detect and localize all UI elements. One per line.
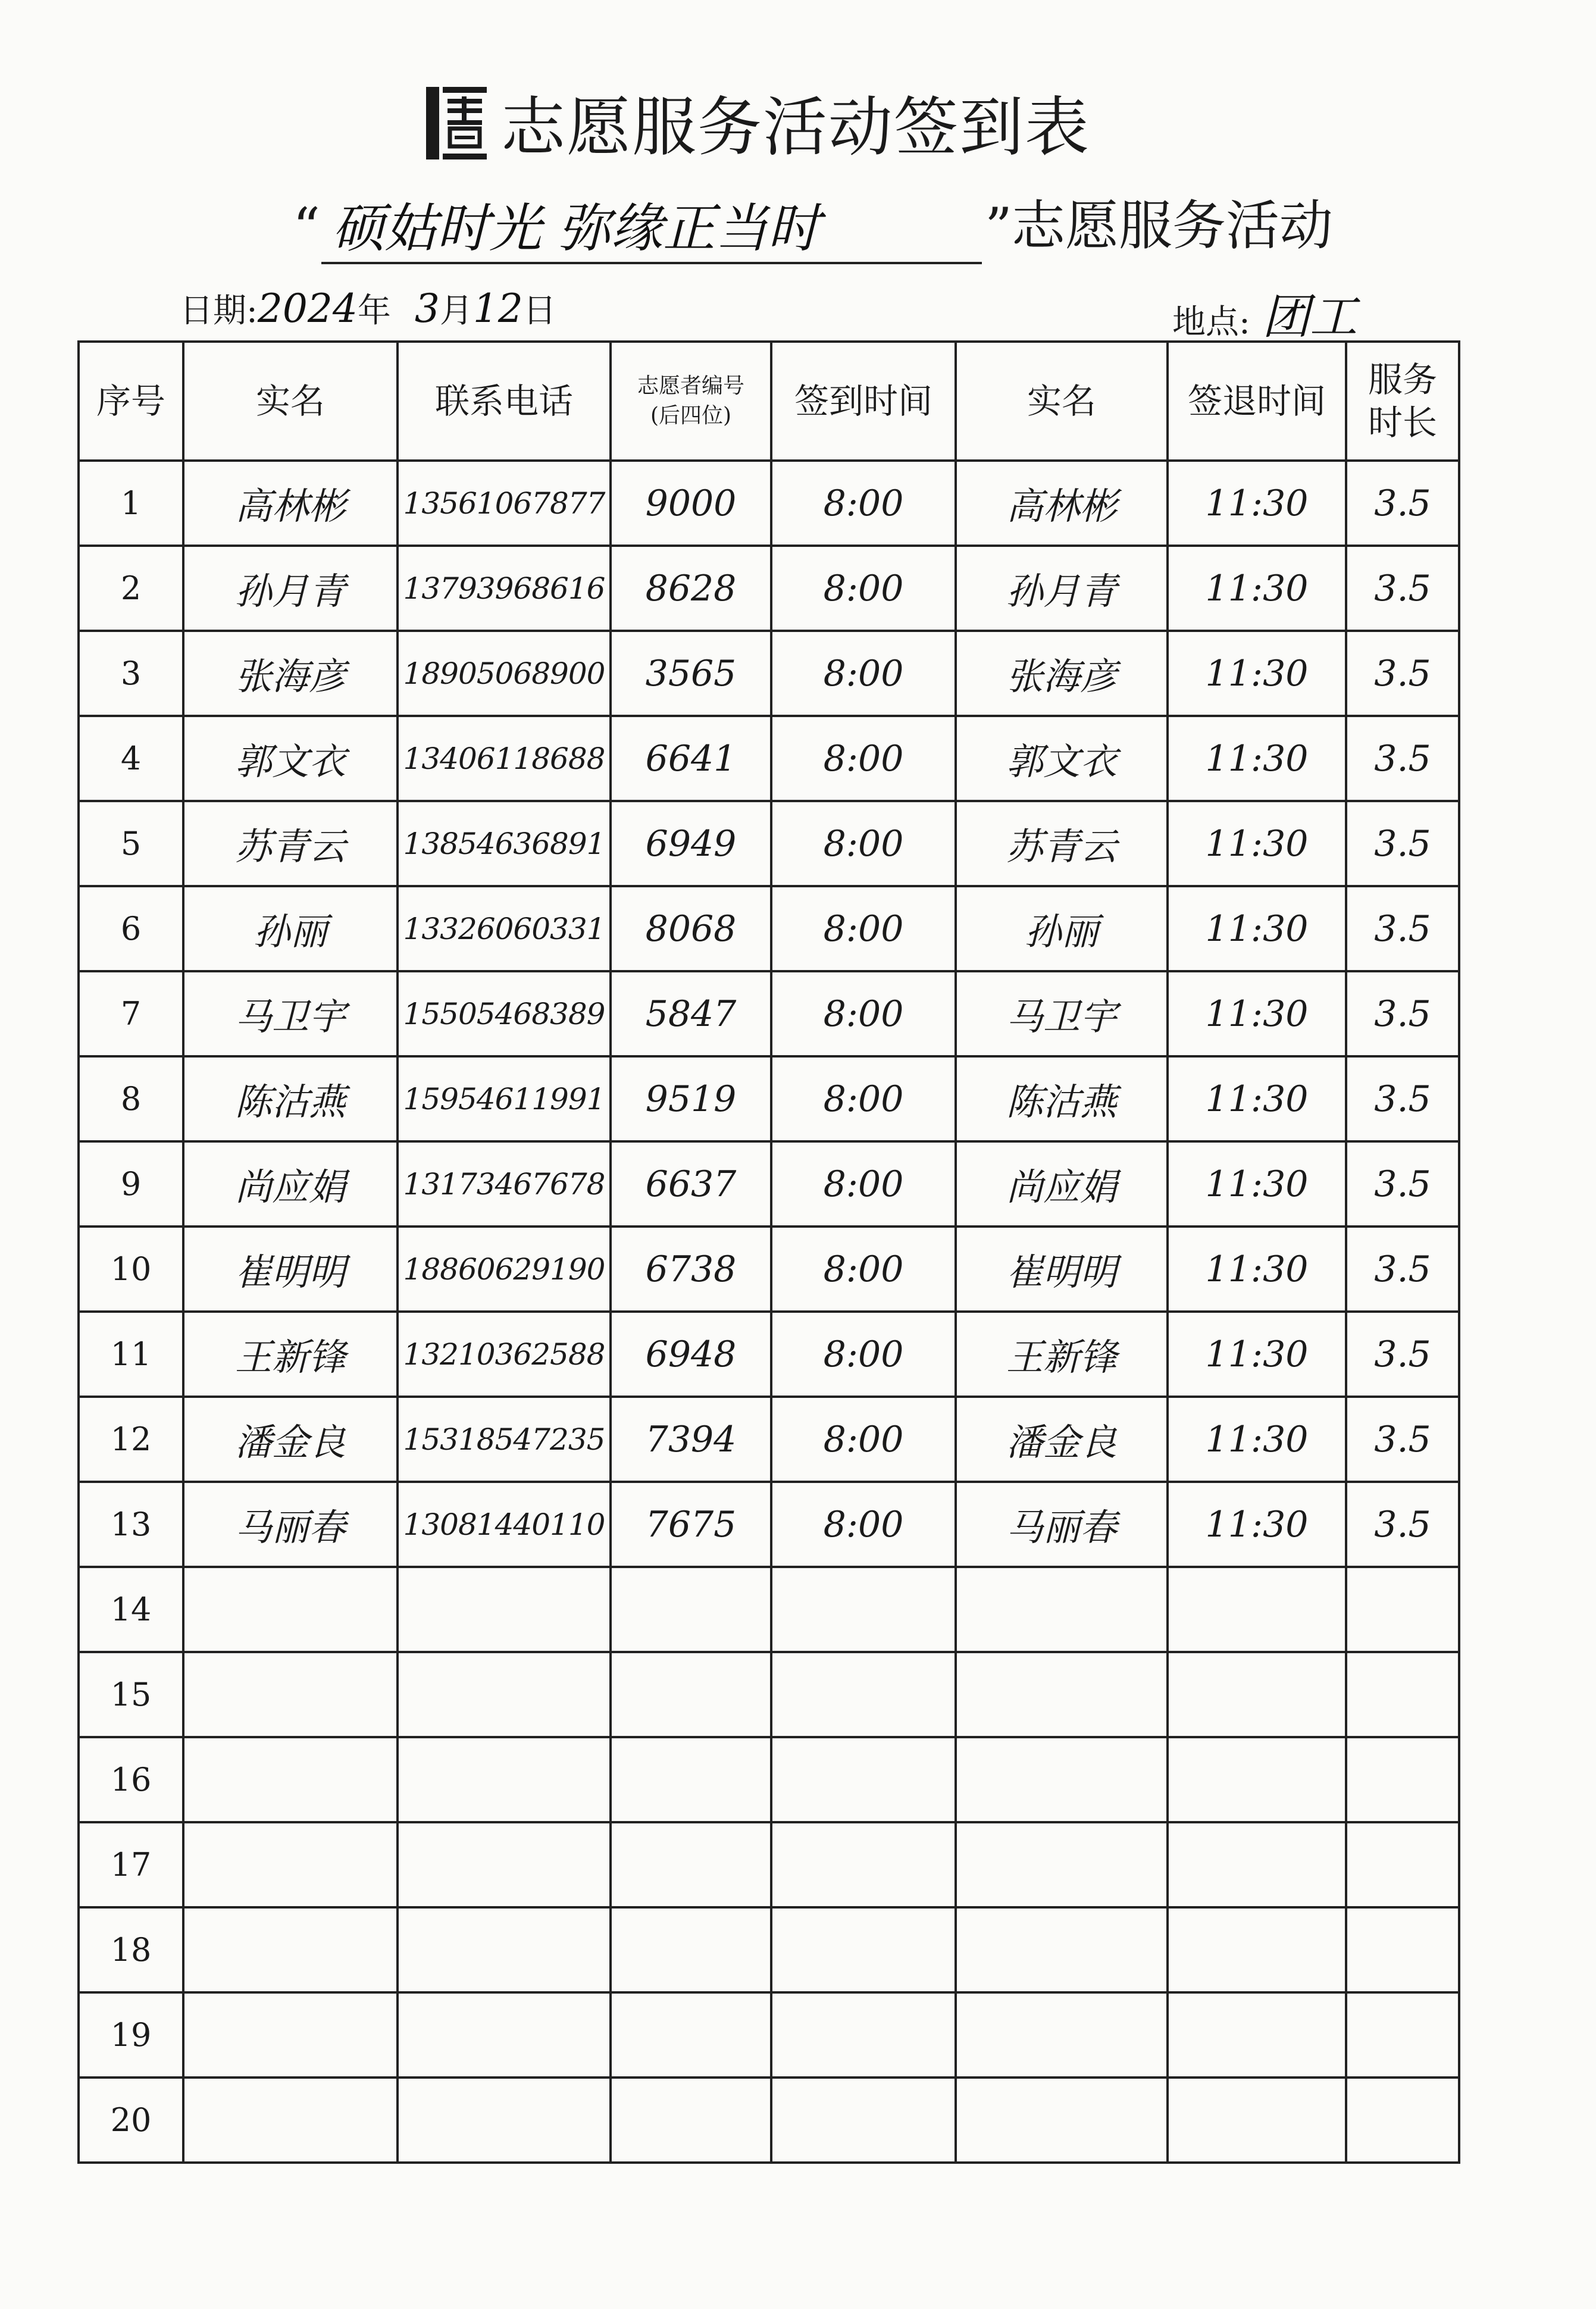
seq-cell: 5 [79,801,183,886]
name-cell [183,1822,398,1907]
sign-out-time-cell: 11:30 [1168,1397,1346,1482]
header-seq: 序号 [79,342,183,461]
sign-out-time-cell [1168,1737,1346,1822]
volunteer-id-cell: 9519 [611,1056,771,1141]
header-sign-out: 签退时间 [1168,342,1346,461]
seq-cell: 2 [79,546,183,631]
volunteer-id-cell: 6738 [611,1227,771,1312]
header-phone: 联系电话 [398,342,611,461]
volunteer-id-cell: 9000 [611,461,771,546]
phone-cell [398,1907,611,1992]
table-row [79,2078,1459,2163]
table-row [79,546,1459,631]
name-cell [183,1652,398,1737]
phone-cell [398,1737,611,1822]
duration-cell [1346,1822,1459,1907]
phone-cell: 15505468389 [398,971,611,1056]
sign-out-time-cell [1168,1992,1346,2078]
seq-cell: 14 [79,1567,183,1652]
phone-cell [398,1822,611,1907]
sign-out-name-cell: 陈沽燕 [956,1056,1168,1141]
volunteer-id-cell: 6637 [611,1141,771,1227]
volunteer-id-cell [611,1567,771,1652]
table-row [79,1397,1459,1482]
seq-cell: 15 [79,1652,183,1737]
name-cell: 潘金良 [183,1397,398,1482]
sign-out-name-cell: 苏青云 [956,801,1168,886]
table-row [79,1907,1459,1992]
duration-cell: 3.5 [1346,1397,1459,1482]
table-row [79,1227,1459,1312]
sign-in-time-cell: 8:00 [771,1227,956,1312]
volunteer-id-cell: 8068 [611,886,771,971]
date-year: 2024 [257,286,358,331]
date-month: 3 [414,286,440,331]
sign-out-name-cell: 孙月青 [956,546,1168,631]
sign-out-time-cell: 11:30 [1168,886,1346,971]
table-row [79,1822,1459,1907]
seq-cell: 6 [79,886,183,971]
header-name: 实名 [183,342,398,461]
sign-in-time-cell [771,1907,956,1992]
sign-out-name-cell: 张海彦 [956,631,1168,716]
seq-cell: 20 [79,2078,183,2163]
year-char: 年 [357,292,391,330]
sign-out-name-cell: 王新锋 [956,1312,1168,1397]
name-cell [183,1737,398,1822]
name-cell [183,1992,398,2078]
phone-cell: 15954611991 [398,1056,611,1141]
seq-cell: 10 [79,1227,183,1312]
phone-cell: 13210362588 [398,1312,611,1397]
sign-out-name-cell [956,1822,1168,1907]
duration-cell: 3.5 [1346,1482,1459,1567]
duration-cell: 3.5 [1346,1141,1459,1227]
sign-out-time-cell: 11:30 [1168,801,1346,886]
date-field [180,284,556,332]
duration-cell [1346,1567,1459,1652]
name-cell: 孙丽 [183,886,398,971]
name-cell: 王新锋 [183,1312,398,1397]
phone-cell: 13173467678 [398,1141,611,1227]
sign-in-time-cell: 8:00 [771,886,956,971]
table-row [79,1482,1459,1567]
sign-in-time-cell [771,1737,956,1822]
place-field [1172,279,1357,347]
sign-out-time-cell: 11:30 [1168,461,1346,546]
phone-cell [398,2078,611,2163]
duration-cell [1346,2078,1459,2163]
month-char: 月 [439,292,473,330]
sign-out-name-cell [956,1992,1168,2078]
seq-cell: 11 [79,1312,183,1397]
duration-cell: 3.5 [1346,716,1459,801]
sign-in-time-cell [771,2078,956,2163]
seq-cell: 7 [79,971,183,1056]
phone-cell: 13326060331 [398,886,611,971]
duration-cell: 3.5 [1346,1056,1459,1141]
sign-out-name-cell [956,1652,1168,1737]
header-volunteer-id-line1: 志愿者编号 [637,374,744,398]
header-name2: 实名 [956,342,1168,461]
table-row [79,631,1459,716]
volunteer-id-cell: 7675 [611,1482,771,1567]
volunteer-id-cell [611,2078,771,2163]
header-volunteer-id [611,342,771,461]
name-cell: 马卫宇 [183,971,398,1056]
duration-cell: 3.5 [1346,1312,1459,1397]
sign-out-time-cell: 11:30 [1168,546,1346,631]
sign-in-time-cell [771,1567,956,1652]
sign-out-time-cell: 11:30 [1168,1312,1346,1397]
seq-cell: 4 [79,716,183,801]
sign-out-name-cell: 高林彬 [956,461,1168,546]
sign-out-time-cell [1168,1652,1346,1737]
quote-close: ” [985,196,1013,259]
name-cell: 郭文衣 [183,716,398,801]
name-cell: 陈沽燕 [183,1056,398,1141]
sign-in-table [77,340,1460,2164]
sign-in-time-cell: 8:00 [771,461,956,546]
table-row [79,1312,1459,1397]
sign-out-time-cell: 11:30 [1168,1141,1346,1227]
name-cell: 高林彬 [183,461,398,546]
sign-out-name-cell [956,1737,1168,1822]
table-row [79,1056,1459,1141]
duration-cell: 3.5 [1346,801,1459,886]
sign-out-name-cell [956,1567,1168,1652]
sign-out-name-cell: 孙丽 [956,886,1168,971]
table-row [79,886,1459,971]
table-row [79,1567,1459,1652]
seq-cell: 9 [79,1141,183,1227]
sign-out-name-cell [956,2078,1168,2163]
sign-out-time-cell [1168,1567,1346,1652]
sign-in-time-cell: 8:00 [771,1482,956,1567]
volunteer-id-cell: 8628 [611,546,771,631]
phone-cell [398,1567,611,1652]
header-duration-line1: 服务 [1367,359,1437,400]
volunteer-id-cell: 6949 [611,801,771,886]
sign-in-time-cell: 8:00 [771,546,956,631]
sign-in-time-cell [771,1822,956,1907]
sign-in-time-cell [771,1652,956,1737]
quote-open: “ [293,196,321,259]
seq-cell: 18 [79,1907,183,1992]
volunteer-id-cell [611,1907,771,1992]
sign-out-time-cell: 11:30 [1168,1482,1346,1567]
seq-cell: 19 [79,1992,183,2078]
sign-out-name-cell: 潘金良 [956,1397,1168,1482]
sign-out-time-cell: 11:30 [1168,1227,1346,1312]
duration-cell [1346,1652,1459,1737]
table-row [79,1141,1459,1227]
name-cell: 尚应娟 [183,1141,398,1227]
table-row [79,461,1459,546]
sign-in-time-cell [771,1992,956,2078]
sign-out-time-cell: 11:30 [1168,1056,1346,1141]
volunteer-id-cell [611,1737,771,1822]
table-row [79,1992,1459,2078]
name-cell: 马丽春 [183,1482,398,1567]
phone-cell: 13561067877 [398,461,611,546]
duration-cell: 3.5 [1346,461,1459,546]
table-header-row [79,342,1459,461]
duration-cell [1346,1992,1459,2078]
duration-cell: 3.5 [1346,631,1459,716]
phone-cell: 13793968616 [398,546,611,631]
table-row [79,971,1459,1056]
phone-cell: 15318547235 [398,1397,611,1482]
seq-cell: 13 [79,1482,183,1567]
volunteer-id-cell [611,1822,771,1907]
sign-out-time-cell [1168,1822,1346,1907]
sign-out-time-cell [1168,2078,1346,2163]
sign-out-name-cell: 崔明明 [956,1227,1168,1312]
name-cell: 苏青云 [183,801,398,886]
sign-out-name-cell: 马丽春 [956,1482,1168,1567]
activity-name-field [321,196,982,264]
place-label: 地点: [1172,303,1250,342]
activity-suffix: 志愿服务活动 [1012,195,1333,257]
volunteer-id-cell: 6641 [611,716,771,801]
sign-out-time-cell [1168,1907,1346,1992]
volunteer-id-cell: 7394 [611,1397,771,1482]
table-row [79,1737,1459,1822]
sign-out-time-cell: 11:30 [1168,716,1346,801]
duration-cell [1346,1737,1459,1822]
duration-cell: 3.5 [1346,886,1459,971]
page-title: 志愿服务活动签到表 [501,90,1091,165]
sign-in-time-cell: 8:00 [771,1141,956,1227]
header-sign-in: 签到时间 [771,342,956,461]
seq-cell: 12 [79,1397,183,1482]
sign-out-name-cell: 尚应娟 [956,1141,1168,1227]
duration-cell: 3.5 [1346,971,1459,1056]
sign-in-time-cell: 8:00 [771,631,956,716]
header-volunteer-id-line2: (后四位) [650,403,732,428]
activity-name: 硕姑时光 弥缘正当时 [332,198,820,259]
volunteer-id-cell: 5847 [611,971,771,1056]
sign-out-name-cell: 马卫宇 [956,971,1168,1056]
phone-cell: 18860629190 [398,1227,611,1312]
name-cell [183,1567,398,1652]
date-label: 日期: [180,292,258,330]
volunteer-id-cell: 6948 [611,1312,771,1397]
phone-cell: 13406118688 [398,716,611,801]
volunteer-id-cell: 3565 [611,631,771,716]
name-cell: 孙月青 [183,546,398,631]
seq-cell: 1 [79,461,183,546]
date-day: 12 [472,286,523,331]
day-char: 日 [522,292,556,330]
table-row [79,801,1459,886]
sign-in-time-cell: 8:00 [771,801,956,886]
volunteer-id-cell [611,1992,771,2078]
sign-out-time-cell: 11:30 [1168,631,1346,716]
header-duration [1346,342,1459,461]
volunteer-id-cell [611,1652,771,1737]
place-value: 团工 [1262,289,1357,345]
phone-cell: 18905068900 [398,631,611,716]
phone-cell [398,1992,611,2078]
duration-cell: 3.5 [1346,546,1459,631]
seq-cell: 17 [79,1822,183,1907]
seq-cell: 8 [79,1056,183,1141]
table-row [79,1652,1459,1737]
name-cell [183,1907,398,1992]
table-row [79,716,1459,801]
sign-out-time-cell: 11:30 [1168,971,1346,1056]
sign-out-name-cell [956,1907,1168,1992]
phone-cell: 13081440110 [398,1482,611,1567]
name-cell [183,2078,398,2163]
name-cell: 崔明明 [183,1227,398,1312]
sign-in-time-cell: 8:00 [771,1056,956,1141]
phone-cell [398,1652,611,1737]
sign-out-name-cell: 郭文衣 [956,716,1168,801]
sign-in-time-cell: 8:00 [771,716,956,801]
name-cell: 张海彦 [183,631,398,716]
sign-in-time-cell: 8:00 [771,971,956,1056]
phone-cell: 13854636891 [398,801,611,886]
duration-cell: 3.5 [1346,1227,1459,1312]
sign-in-time-cell: 8:00 [771,1397,956,1482]
sign-in-time-cell: 8:00 [771,1312,956,1397]
header-duration-line2: 时长 [1367,402,1437,443]
organization-logo-icon [424,85,489,162]
seq-cell: 3 [79,631,183,716]
seq-cell: 16 [79,1737,183,1822]
duration-cell [1346,1907,1459,1992]
